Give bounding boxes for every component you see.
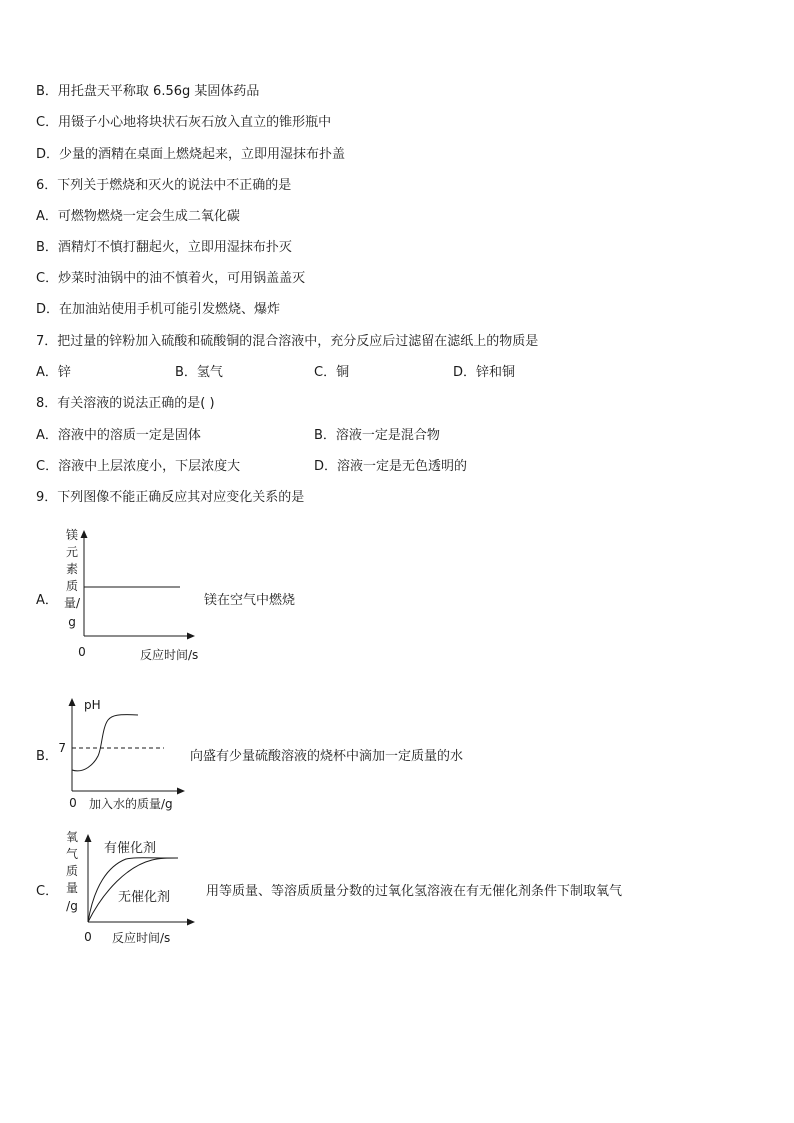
q9-a-ylabel-6: g [68, 615, 76, 629]
q6-option-c: C．炒菜时油锅中的油不慎着火，可用锅盖盖灭 [36, 271, 306, 286]
q9-a-ylabel-5: 量/ [63, 596, 81, 610]
q9-b-tick-7: 7 [58, 741, 66, 755]
q9-b-caption: 向盛有少量硫酸溶液的烧杯中滴加一定质量的水 [190, 749, 464, 764]
q9-c-caption: 用等质量、等溶质质量分数的过氧化氢溶液在有无催化剂条件下制取氧气 [206, 884, 623, 899]
q9-a-ylabel-2: 元 [65, 545, 79, 559]
q9-b-series-curve [72, 715, 138, 771]
q8-option-c: C．溶液中上层浓度小，下层浓度大 [36, 459, 241, 474]
q9-a-y-arrow [81, 530, 88, 538]
q7-option-b: B．氢气 [175, 365, 223, 380]
q9-b-xlabel: 加入水的质量/g [89, 797, 173, 811]
q7-stem: 7．把过量的锌粉加入硫酸和硫酸铜的混合溶液中，充分反应后过滤留在滤纸上的物质是 [36, 334, 539, 349]
q9-a-label: A． [36, 593, 58, 608]
q9-a-ylabel-4: 质 [65, 579, 79, 593]
q9-a-ylabel-3: 素 [65, 562, 79, 576]
q9-b-label: B． [36, 749, 58, 764]
q9-a-caption: 镁在空气中燃烧 [204, 593, 296, 608]
q8-option-a: A．溶液中的溶质一定是固体 [36, 428, 201, 443]
q9-b-ylabel: pH [84, 698, 101, 712]
q9-c-ylabel-2: 气 [65, 847, 79, 861]
q9-b-y-arrow [69, 698, 76, 706]
q9-c-label-with-catalyst: 有催化剂 [104, 841, 157, 856]
q6-stem: 6．下列关于燃烧和灭火的说法中不正确的是 [36, 178, 292, 193]
q6-option-a: A．可燃物燃烧一定会生成二氧化碳 [36, 209, 240, 224]
q7-option-d: D．锌和铜 [453, 365, 516, 380]
q9-stem: 9．下列图像不能正确反应其对应变化关系的是 [36, 490, 305, 505]
q6-option-b: B．酒精灯不慎打翻起火，立即用湿抹布扑灭 [36, 240, 292, 255]
q9-b-graph [56, 690, 196, 814]
q9-b-x-arrow [177, 788, 185, 795]
q9-c-x-arrow [187, 919, 195, 926]
q9-c-ylabel-1: 氧 [65, 830, 79, 844]
q9-a-origin: 0 [78, 645, 86, 659]
q7-option-a: A．锌 [36, 365, 71, 380]
q9-c-y-arrow [85, 834, 92, 842]
q8-stem: 8．有关溶液的说法正确的是( ) [36, 396, 215, 411]
q9-a-graph [56, 522, 206, 664]
q9-a-xlabel: 反应时间/s [140, 648, 199, 662]
q9-c-ylabel-4: 量 [65, 881, 79, 895]
q9-c-xlabel: 反应时间/s [112, 931, 171, 945]
q9-c-label-without-catalyst: 无催化剂 [118, 890, 171, 905]
q5-option-d: D．少量的酒精在桌面上燃烧起来，立即用湿抹布扑盖 [36, 147, 346, 162]
q9-b-origin: 0 [69, 796, 77, 810]
q9-c-label: C． [36, 884, 59, 899]
q8-option-b: B．溶液一定是混合物 [314, 428, 440, 443]
q9-a-ylabel-1: 镁 [65, 528, 79, 542]
q6-option-d: D．在加油站使用手机可能引发燃烧、爆炸 [36, 302, 281, 317]
q5-option-b: B．用托盘天平称取 6.56g 某固体药品 [36, 84, 260, 99]
q9-c-origin: 0 [84, 930, 92, 944]
q5-option-c: C．用镊子小心地将块状石灰石放入直立的锥形瓶中 [36, 115, 332, 130]
q9-c-ylabel-5: /g [66, 899, 78, 913]
q8-option-d: D．溶液一定是无色透明的 [314, 459, 468, 474]
q9-a-x-arrow [187, 633, 195, 640]
q9-c-graph [56, 826, 206, 950]
q7-option-c: C．铜 [314, 365, 350, 380]
q9-c-ylabel-3: 质 [65, 864, 79, 878]
